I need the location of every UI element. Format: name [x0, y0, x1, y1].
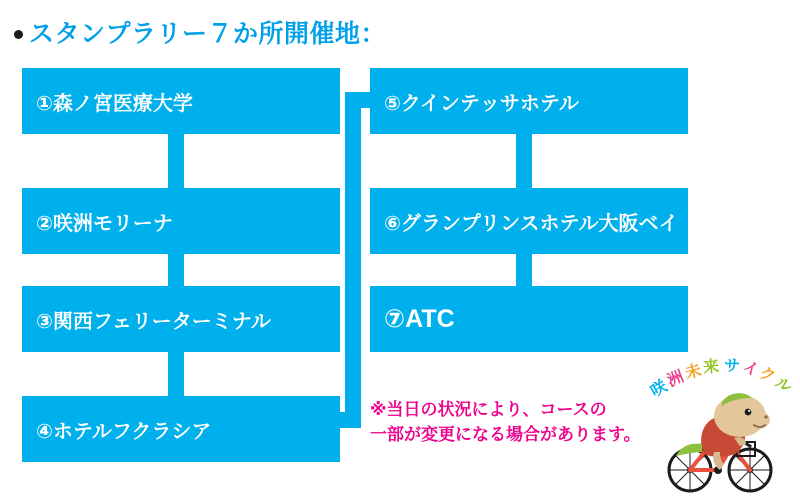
mascot-logo-char-5: イ [740, 359, 761, 380]
mascot-logo-char-1: 洲 [665, 368, 687, 391]
connector-3-to-4 [168, 352, 184, 396]
connector-6-to-7 [516, 254, 532, 286]
connector-1-to-2 [168, 134, 184, 188]
mascot-logo-char-6: ク [756, 364, 778, 387]
mascot-logo-char-0: 咲 [647, 377, 671, 401]
flow-node-6[interactable] [370, 188, 688, 254]
disclaimer-note-line2: 一部が変更になる場合があります。 [370, 424, 641, 444]
mascot-logo-char-7: ル [772, 374, 795, 397]
mascot-logo-char-3: 来 [702, 358, 720, 377]
disclaimer-note [370, 398, 670, 447]
flow-node-3[interactable] [22, 286, 340, 352]
connector-2-to-3 [168, 254, 184, 286]
flow-node-1[interactable] [22, 68, 340, 134]
mascot-illustration [648, 352, 798, 498]
flow-node-2[interactable] [22, 188, 340, 254]
flow-node-3-label: ③関西フェリーターミナル [36, 310, 271, 333]
flow-node-4-label: ④ホテルフクラシア [36, 420, 212, 443]
flow-node-7-label: ⑦ATC [384, 305, 455, 333]
page-title-text: スタンプラリー７か所開催地： [29, 20, 387, 48]
flow-node-1-label: ①森ノ宮医療大学 [36, 92, 193, 115]
connector-5-to-6 [516, 134, 532, 188]
flow-node-5-label: ⑤クインテッサホテル [384, 92, 579, 115]
flow-node-4[interactable] [22, 396, 340, 462]
connector-4-to-5-vertical [345, 92, 361, 428]
flow-node-7[interactable] [370, 286, 688, 352]
mascot-logo-char-2: 未 [683, 362, 704, 383]
mascot-logo-char-4: サ [723, 357, 741, 376]
disclaimer-note-line1: ※当日の状況により、コースの [370, 400, 607, 419]
dinosaur-on-bicycle-icon [654, 386, 794, 498]
flow-node-5[interactable] [370, 68, 688, 134]
flow-node-2-label: ②咲洲モリーナ [36, 212, 173, 235]
flow-node-6-label: ⑥グランプリンスホテル大阪ベイ [384, 212, 679, 235]
